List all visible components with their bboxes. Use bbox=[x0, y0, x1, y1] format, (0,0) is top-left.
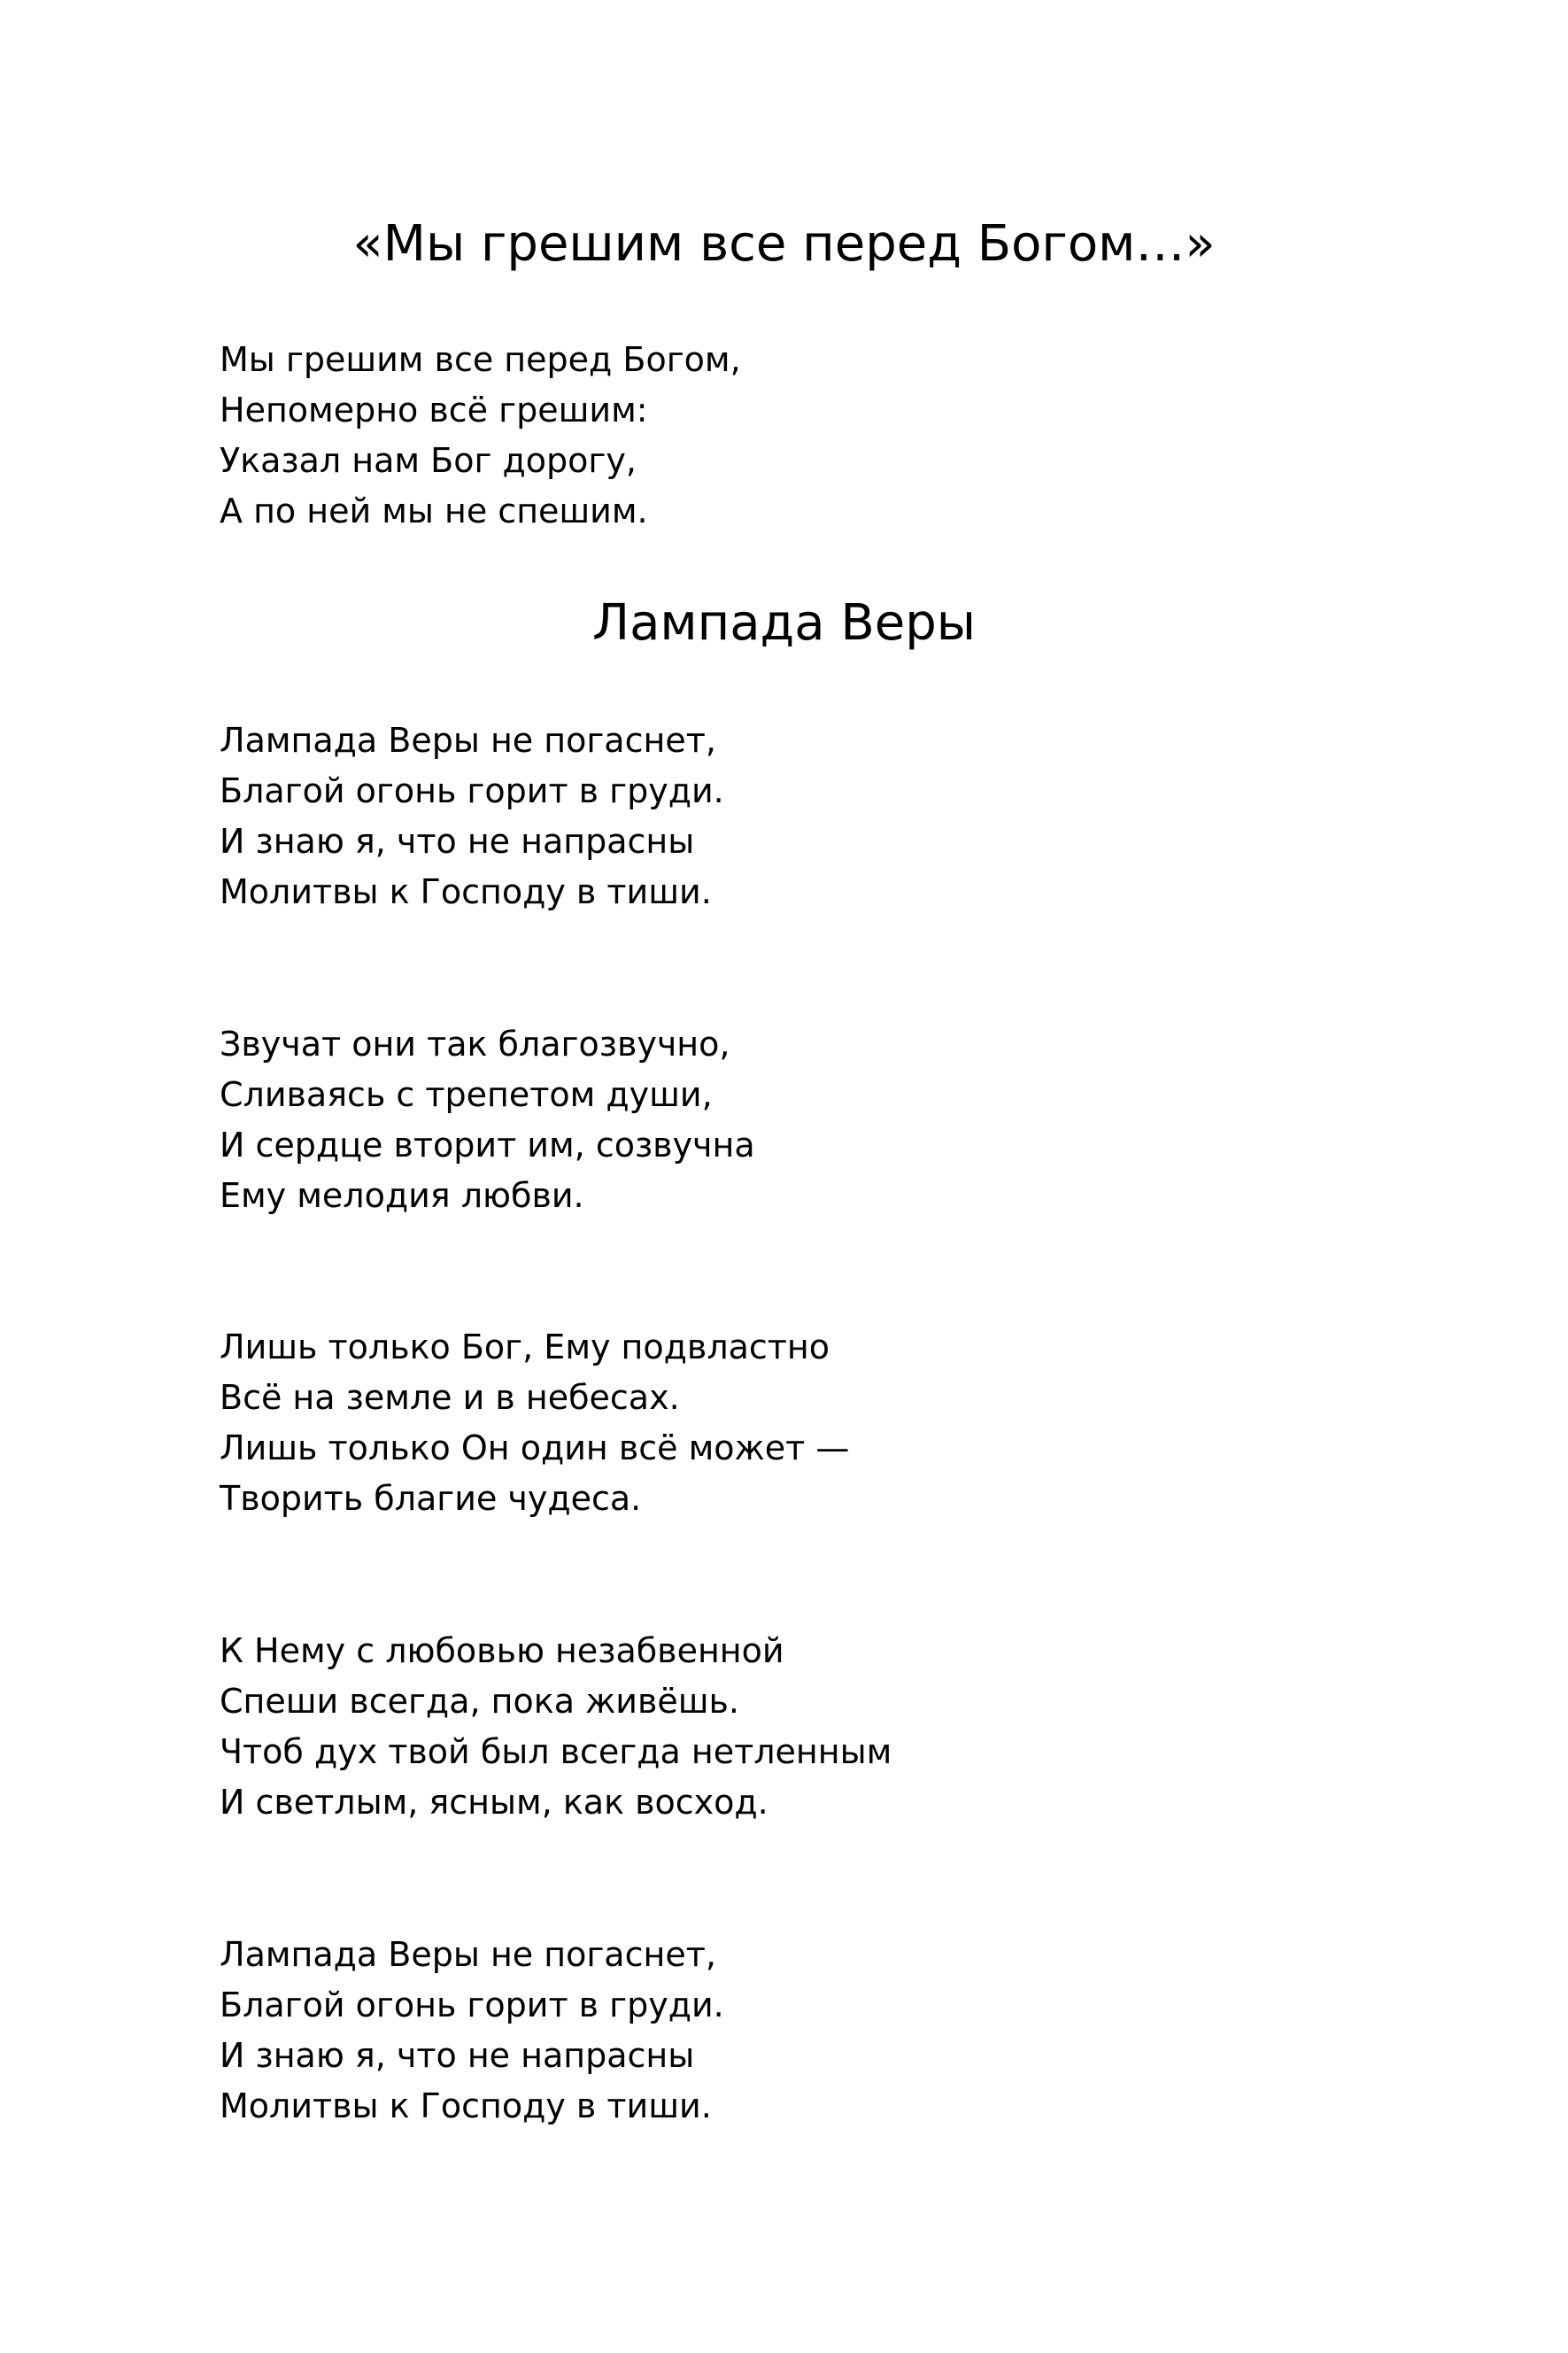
verse-line: И сердце вторит им, созвучна bbox=[220, 1126, 755, 1165]
verse-line: К Нему с любовью незабвенной bbox=[220, 1631, 784, 1670]
verse-line: А по ней мы не спешим. bbox=[220, 491, 648, 530]
stanza bbox=[220, 1930, 724, 2132]
verse-line: Лишь только Бог, Ему подвластно bbox=[220, 1327, 830, 1366]
stanza bbox=[220, 716, 724, 917]
poem-title: Лампада Веры bbox=[591, 594, 977, 652]
verse-line: Мы грешим все перед Богом, bbox=[220, 340, 741, 379]
verse-line: Звучат они так благозвучно, bbox=[220, 1025, 730, 1064]
stanza bbox=[220, 335, 741, 537]
verse-line: Творить благие чудеса. bbox=[220, 1479, 642, 1518]
verse-line: Всё на земле и в небесах. bbox=[220, 1378, 680, 1417]
stanza bbox=[220, 1626, 892, 1828]
verse-line: Молитвы к Господу в тиши. bbox=[220, 872, 712, 911]
verse-line: Непомерно всё грешим: bbox=[220, 391, 648, 430]
verse-line: Лампада Веры не погаснет, bbox=[220, 1935, 716, 1974]
verse-line: И знаю я, что не напрасны bbox=[220, 2036, 695, 2075]
verse-line: И знаю я, что не напрасны bbox=[220, 822, 695, 861]
verse-line: И светлым, ясным, как восход. bbox=[220, 1783, 769, 1822]
verse-line: Спеши всегда, пока живёшь. bbox=[220, 1682, 740, 1721]
verse-line: Сливаясь с трепетом души, bbox=[220, 1075, 713, 1114]
verse-line: Лишь только Он один всё может — bbox=[220, 1428, 850, 1467]
verse-line: Лампада Веры не погаснет, bbox=[220, 721, 716, 760]
stanza bbox=[220, 1322, 849, 1524]
verse-line: Указал нам Бог дорогу, bbox=[220, 441, 637, 480]
verse-line: Молитвы к Господу в тиши. bbox=[220, 2086, 712, 2125]
verse-line: Благой огонь горит в груди. bbox=[220, 771, 724, 810]
verse-line: Ему мелодия любви. bbox=[220, 1176, 584, 1215]
poem-title: «Мы грешим все перед Богом…» bbox=[352, 215, 1216, 273]
verse-line: Благой огонь горит в груди. bbox=[220, 1985, 724, 2024]
stanza bbox=[220, 1019, 755, 1221]
verse-line: Чтоб дух твой был всегда нетленным bbox=[220, 1732, 892, 1771]
